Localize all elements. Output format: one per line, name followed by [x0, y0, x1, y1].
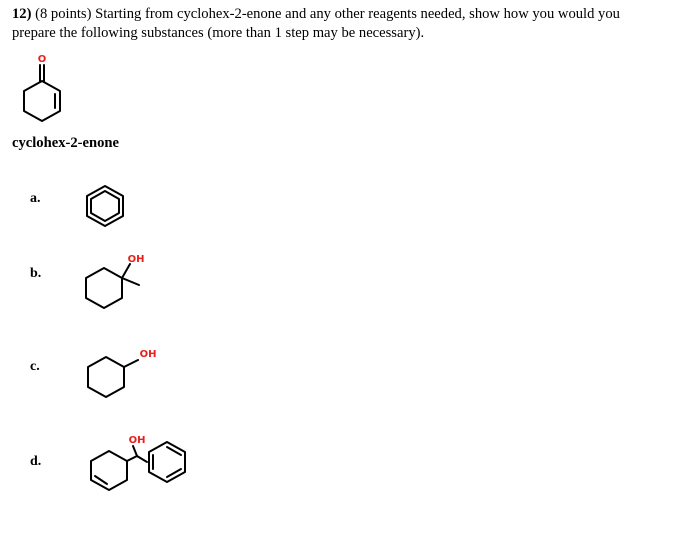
part-c-label: c. — [30, 359, 40, 374]
cyclohexene-ring — [91, 451, 127, 490]
carbinol-ring-bond — [127, 456, 137, 461]
part-a-structure — [84, 184, 128, 228]
part-b-structure — [84, 252, 150, 310]
benzene-inner-ring — [91, 191, 119, 221]
oxygen-atom-label: O — [37, 54, 47, 65]
question-text — [12, 5, 696, 43]
hydroxyl-label: OH — [139, 349, 157, 360]
hydroxyl-label: OH — [127, 254, 145, 265]
hydroxyl-bond — [133, 446, 137, 456]
question-body: (8 points) Starting from cyclohex-2-enone and any other reagents needed, show how you would you prepare the following substances (more than 1 step may be necessary). — [12, 6, 620, 41]
hydroxyl-bond — [122, 264, 130, 278]
cyclohexenone-structure — [22, 48, 82, 133]
part-b-label: b. — [30, 266, 42, 281]
cyclohexane-ring — [86, 268, 122, 308]
part-d-structure — [88, 430, 192, 492]
part-c-structure — [86, 344, 164, 399]
starting-material-name: cyclohex-2-enone — [12, 135, 119, 151]
question-number: 12) — [12, 6, 32, 22]
hydroxyl-label: OH — [128, 435, 146, 446]
part-d-label: d. — [30, 454, 42, 469]
carbinol-phenyl-bond — [137, 456, 147, 462]
methylene-bond — [124, 360, 138, 367]
methyl-bond — [122, 278, 139, 285]
part-a-label: a. — [30, 191, 41, 206]
cyclohexane-ring — [88, 357, 124, 397]
